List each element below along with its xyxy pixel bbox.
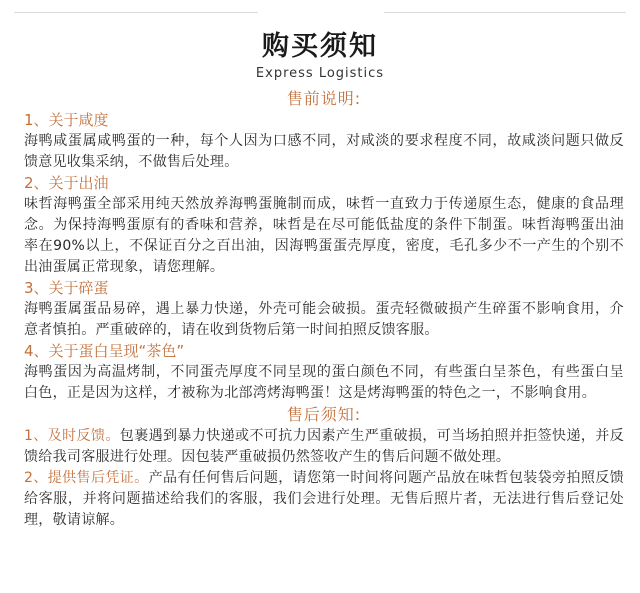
pre-sale-heading-broken-eggs: 3、关于碎蛋 [24, 279, 109, 297]
pre-sale-text-broken-eggs: 海鸭蛋属蛋品易碎，遇上暴力快递，外壳可能会破损。蛋壳轻微破损产生碎蛋不影响食用，介意者慎拍。严重破碎的，请在收到货物后第一时间拍照反馈客服。 [24, 301, 624, 338]
pre-sale-text-oil: 味哲海鸭蛋全部采用纯天然放养海鸭蛋腌制而成，味哲一直致力于传递原生态，健康的食品理念。为保持海鸭蛋原有的香味和营养，味哲是在尽可能低盐度的条件下制蛋。味哲海鸭蛋出油率在90%以上，不保证百分之百出油，因海鸭蛋蛋壳厚度，密度，毛孔多少不一产生的个别不出油蛋属正常现象，请您理解。 [24, 196, 624, 275]
pre-sale-title: 售前说明: [286, 89, 362, 108]
pre-sale-text-saltiness: 海鸭咸蛋属咸鸭蛋的一种，每个人因为口感不同，对咸淡的要求程度不同，故咸淡问题只做反馈意见收集采纳，不做售后处理。 [24, 133, 624, 170]
pre-sale-text-tea-color: 海鸭蛋因为高温烤制，不同蛋壳厚度不同呈现的蛋白颜色不同，有些蛋白呈茶色，有些蛋白呈白色，正是因为这样，才被称为北部湾烤海鸭蛋！这是烤海鸭蛋的特色之一，不影响食用。 [24, 364, 624, 401]
page-title: 购买须知 [262, 31, 378, 62]
after-sale-item-feedback [24, 426, 624, 468]
after-sale-text-proof: 产品有任何售后问题，请您第一时间将问题产品放在味哲包装袋旁拍照反馈给客服，并将问题描述给我们的客服，我们会进行处理。无售后照片者，无法进行售后登记处理，敬请谅解。 [24, 470, 624, 528]
after-sale-lead-feedback: 1、及时反馈。 [24, 428, 120, 444]
pre-sale-heading-tea-color: 4、关于蛋白呈现“茶色” [24, 342, 185, 360]
page-subtitle: Express Logistics [255, 66, 385, 81]
after-sale-item-proof [24, 468, 624, 531]
after-sale-lead-proof: 2、提供售后凭证。 [24, 470, 149, 486]
after-sale-title: 售后须知: [286, 405, 362, 424]
pre-sale-heading-oil: 2、关于出油 [24, 174, 109, 192]
top-divider-right [384, 12, 626, 13]
after-sale-text-feedback: 包裹遇到暴力快递或不可抗力因素产生严重破损，可当场拍照并拒签快递，并反馈给我司客服进行处理。因包装严重破损仍然签收产生的售后问题不做处理。 [24, 428, 624, 465]
notice-content [24, 88, 624, 531]
top-divider-left [14, 12, 258, 13]
pre-sale-heading-saltiness: 1、关于咸度 [24, 111, 109, 129]
